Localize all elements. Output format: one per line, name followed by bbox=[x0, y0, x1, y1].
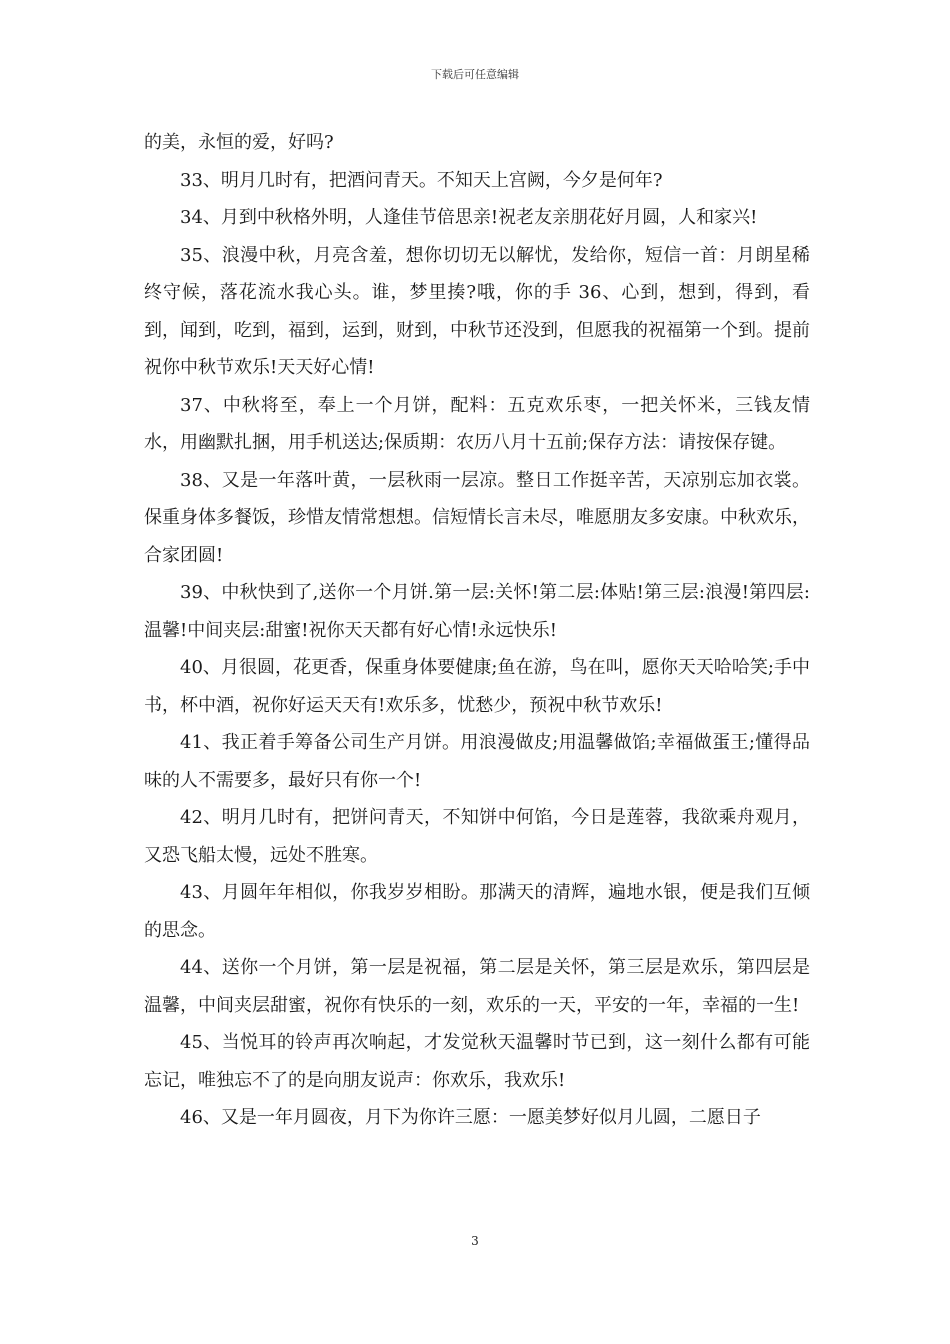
paragraph-34: 34、月到中秋格外明，人逢佳节倍思亲!祝老友亲朋花好月圆，人和家兴! bbox=[180, 207, 758, 228]
paragraph-continuation: 的美，永恒的爱，好吗? bbox=[144, 132, 334, 153]
paragraph-44: 44、送你一个月饼，第一层是祝福，第二层是关怀，第三层是欢乐，第四层是温馨，中间夹层甜蜜，祝你有快乐的一刻，欢乐的一天，平安的一年，幸福的一生! bbox=[144, 957, 810, 1016]
document-body bbox=[144, 124, 810, 1137]
paragraph-46: 46、又是一年月圆夜，月下为你许三愿：一愿美梦好似月儿圆，二愿日子 bbox=[180, 1107, 761, 1128]
paragraph-39: 39、中秋快到了,送你一个月饼.第一层:关怀!第二层:体贴!第三层:浪漫!第四层:温馨!中间夹层:甜蜜!祝你天天都有好心情!永远快乐! bbox=[144, 582, 810, 641]
paragraph-35: 35、浪漫中秋，月亮含羞，想你切切无以解忧，发给你，短信一首：月朗星稀终守候，落花流水我心头。谁，梦里揍?哦，你的手 36、心到，想到，得到，看到，闻到，吃到，福到，运到，财到，中秋节还没到，但愿我的祝福第一个到。提前祝你中秋节欢乐!天天好心情! bbox=[144, 244, 810, 378]
paragraph-33: 33、明月几时有，把酒问青天。不知天上宫阙，今夕是何年? bbox=[180, 169, 663, 191]
paragraph-43: 43、月圆年年相似，你我岁岁相盼。那满天的清辉，遍地水银，便是我们互倾的思念。 bbox=[144, 882, 810, 941]
paragraph-45: 45、当悦耳的铃声再次响起，才发觉秋天温馨时节已到，这一刻什么都有可能忘记，唯独忘不了的是向朋友说声：你欢乐，我欢乐! bbox=[144, 1032, 810, 1091]
page-header: 下载后可任意编辑 bbox=[431, 68, 519, 81]
paragraph-38: 38、又是一年落叶黄，一层秋雨一层凉。整日工作挺辛苦，天凉别忘加衣裳。保重身体多餐饭，珍惜友情常想想。信短情长言未尽，唯愿朋友多安康。中秋欢乐，合家团圆! bbox=[144, 469, 810, 566]
paragraph-41: 41、我正着手筹备公司生产月饼。用浪漫做皮;用温馨做馅;幸福做蛋王;懂得品味的人不需要多，最好只有你一个! bbox=[144, 732, 810, 791]
page-number: 3 bbox=[471, 1234, 479, 1248]
paragraph-40: 40、月很圆，花更香，保重身体要健康;鱼在游，鸟在叫，愿你天天哈哈笑;手中书，杯中酒，祝你好运天天有!欢乐多，忧愁少，预祝中秋节欢乐! bbox=[144, 657, 810, 716]
paragraph-37: 37、中秋将至，奉上一个月饼，配料：五克欢乐枣，一把关怀米，三钱友情水，用幽默扎捆，用手机送达;保质期：农历八月十五前;保存方法：请按保存键。 bbox=[144, 394, 810, 453]
paragraph-42: 42、明月几时有，把饼问青天，不知饼中何馅，今日是莲蓉，我欲乘舟观月，又恐飞船太慢，远处不胜寒。 bbox=[144, 807, 810, 866]
